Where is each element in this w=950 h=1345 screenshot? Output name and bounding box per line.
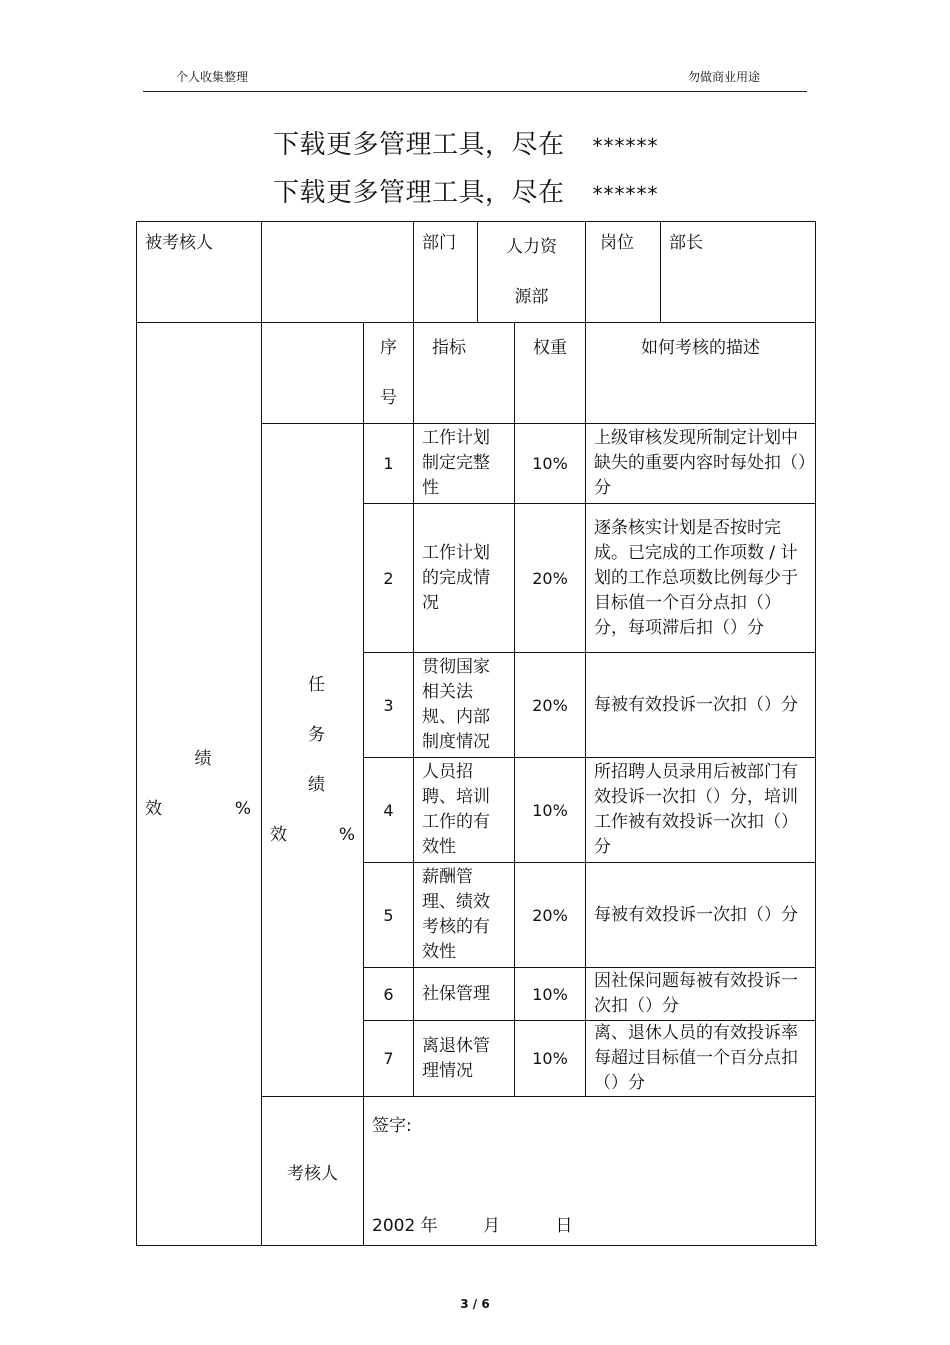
- row-desc: 离、退休人员的有效投诉率每超过目标值一个百分点扣（）分: [586, 1021, 816, 1097]
- dept-label: 部门: [414, 222, 478, 323]
- row-indicator: 人员招聘、培训工作的有效性: [414, 758, 515, 863]
- task-label-cell: [262, 424, 364, 1097]
- kpi-label-line1: 绩: [194, 749, 212, 769]
- desc-header: 如何考核的描述: [586, 323, 816, 424]
- kpi-label-cell: [137, 323, 262, 1246]
- header-right-text: 勿做商业用途: [688, 70, 761, 84]
- dept-value-line2: 源部: [514, 287, 549, 307]
- sign-date: [372, 1211, 572, 1236]
- row-desc: 每被有效投诉一次扣（）分: [586, 653, 816, 758]
- row-seq: 7: [364, 1021, 414, 1097]
- title-stars: ******: [592, 134, 659, 158]
- task-label-line2: 务: [308, 725, 325, 745]
- kpi-label-line2a: 效: [145, 799, 162, 819]
- post-value: 部长: [661, 222, 816, 323]
- title-text: 下载更多管理工具，尽在: [273, 130, 565, 160]
- assessee-row: [137, 222, 816, 323]
- assessment-table: [136, 221, 816, 1246]
- title-line-1: [273, 124, 659, 161]
- assessee-label: 被考核人: [137, 222, 262, 323]
- kpi-label-line2b: %: [234, 799, 251, 819]
- row-indicator: 离退休管理情况: [414, 1021, 515, 1097]
- row-indicator: 社保管理: [414, 968, 515, 1021]
- assessor-label: 考核人: [262, 1097, 364, 1246]
- column-header-row: [137, 323, 816, 424]
- row-weight: 20%: [515, 653, 586, 758]
- row-seq: 3: [364, 653, 414, 758]
- signature-area: [364, 1097, 816, 1246]
- dept-value: [478, 222, 586, 323]
- seq-header-line1: 序: [380, 338, 397, 358]
- row-weight: 10%: [515, 758, 586, 863]
- row-indicator: 工作计划制定完整性: [414, 424, 515, 504]
- row-desc: 每被有效投诉一次扣（）分: [586, 863, 816, 968]
- row-desc: 上级审核发现所制定计划中缺失的重要内容时每处扣（）分: [586, 424, 816, 504]
- post-label: 岗位: [586, 222, 661, 323]
- title-stars: ******: [592, 182, 659, 206]
- header-rule: [143, 91, 807, 92]
- row-weight: 10%: [515, 968, 586, 1021]
- date-day: 日: [555, 1216, 573, 1236]
- assessee-value: [262, 222, 414, 323]
- row-indicator: 薪酬管理、绩效考核的有效性: [414, 863, 515, 968]
- seq-header: [364, 323, 414, 424]
- weight-header: 权重: [515, 323, 586, 424]
- row-weight: 10%: [515, 1021, 586, 1097]
- blank-header-cell: [262, 323, 364, 424]
- row-seq: 1: [364, 424, 414, 504]
- date-year: 2002 年: [372, 1216, 438, 1236]
- row-weight: 10%: [515, 424, 586, 504]
- page-number: 3 / 6: [460, 1297, 490, 1311]
- date-month: 月: [483, 1216, 501, 1236]
- row-indicator: 工作计划的完成情况: [414, 504, 515, 653]
- indicator-header: 指标: [414, 323, 515, 424]
- row-seq: 5: [364, 863, 414, 968]
- row-desc: 逐条核实计划是否按时完成。已完成的工作项数 / 计划的工作总项数比例每少于目标值一个百分点扣（）分，每项滞后扣（）分: [586, 504, 816, 653]
- header-left-text: 个人收集整理: [176, 70, 249, 84]
- task-label-line1: 任: [308, 675, 325, 695]
- title-line-2: [273, 172, 659, 209]
- row-desc: 因社保问题每被有效投诉一次扣（）分: [586, 968, 816, 1021]
- task-label-line3: 绩: [308, 775, 325, 795]
- sign-label: 签字:: [372, 1116, 412, 1136]
- seq-header-line2: 号: [380, 388, 397, 408]
- row-seq: 2: [364, 504, 414, 653]
- row-weight: 20%: [515, 863, 586, 968]
- dept-value-line1: 人力资: [506, 237, 557, 257]
- row-seq: 6: [364, 968, 414, 1021]
- row-seq: 4: [364, 758, 414, 863]
- task-label-line4b: %: [338, 825, 355, 845]
- row-weight: 20%: [515, 504, 586, 653]
- title-text: 下载更多管理工具，尽在: [273, 178, 565, 208]
- row-indicator: 贯彻国家相关法规、内部制度情况: [414, 653, 515, 758]
- row-desc: 所招聘人员录用后被部门有效投诉一次扣（）分，培训工作被有效投诉一次扣（）分: [586, 758, 816, 863]
- task-label-line4a: 效: [270, 825, 287, 845]
